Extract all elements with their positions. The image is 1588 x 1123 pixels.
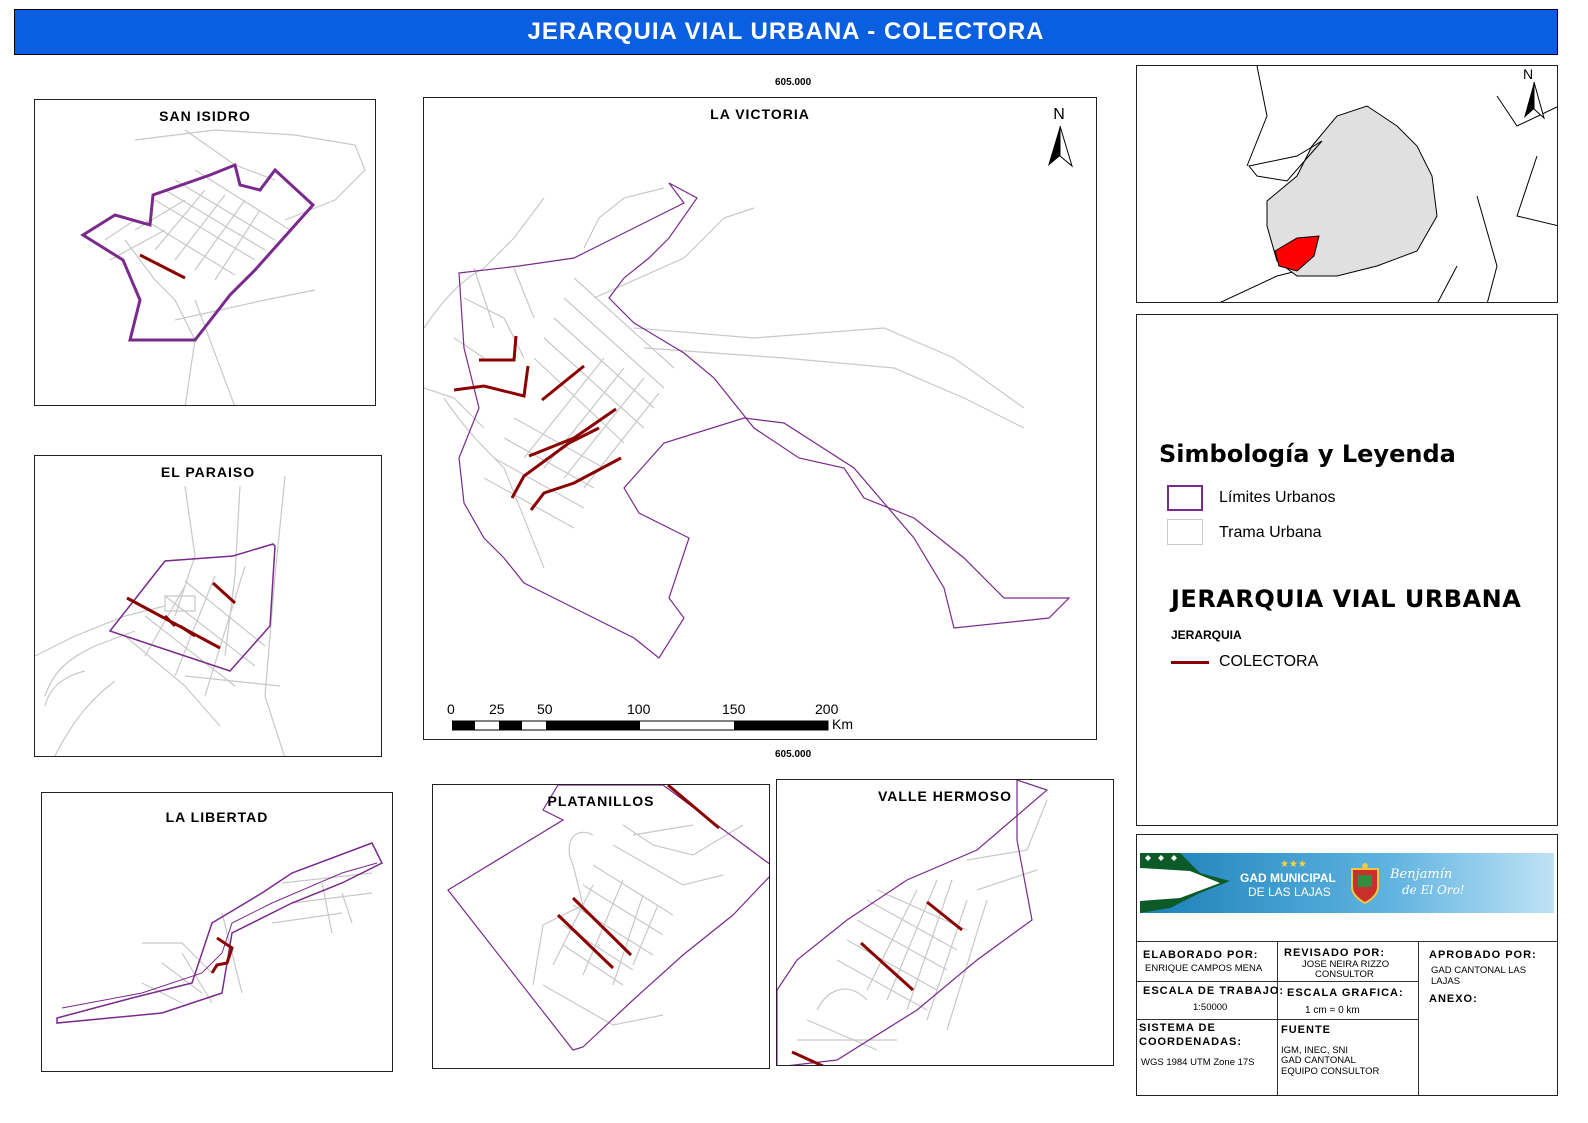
la-victoria-map	[424, 98, 1097, 740]
info-divider	[1137, 981, 1419, 982]
escala-grafica-value: 1 cm = 0 km	[1305, 1005, 1360, 1016]
scale-tick-25: 25	[489, 701, 505, 717]
panel-title-la-victoria: LA VICTORIA	[710, 106, 810, 122]
banner-org-line1: GAD MUNICIPAL	[1240, 871, 1336, 885]
sistema-label2: COORDENADAS:	[1139, 1036, 1243, 1048]
panel-la-victoria	[423, 97, 1097, 740]
sistema-value: WGS 1984 UTM Zone 17S	[1141, 1057, 1255, 1068]
scale-tick-150: 150	[722, 701, 746, 717]
revisado-value2: CONSULTOR	[1315, 969, 1374, 980]
legend-label-colectora: COLECTORA	[1219, 653, 1319, 670]
panel-title-la-libertad: LA LIBERTAD	[165, 809, 269, 825]
scale-tick-100: 100	[627, 701, 651, 717]
panel-title-platanillos: PLATANILLOS	[547, 793, 655, 809]
coordinate-bottom: 605.000	[775, 749, 812, 760]
escala-trabajo-label: ESCALA DE TRABAJO:	[1143, 985, 1285, 997]
scale-tick-50: 50	[537, 701, 553, 717]
banner-slogan-line1: Benjamín	[1390, 867, 1453, 882]
legend-panel	[1136, 314, 1558, 826]
info-divider	[1137, 941, 1558, 942]
fuente-label: FUENTE	[1281, 1024, 1331, 1036]
scale-tick-200: 200	[815, 701, 839, 717]
limites-urbanos-swatch	[1167, 485, 1203, 511]
panel-title-san-isidro: SAN ISIDRO	[159, 108, 251, 124]
la-libertad-map	[42, 793, 393, 1072]
legend-heading: Simbología y Leyenda	[1159, 440, 1456, 468]
fuente-value1: IGM, INEC, SNI	[1281, 1045, 1349, 1056]
info-divider	[1418, 941, 1419, 1096]
north-label: N	[1053, 106, 1065, 123]
elaborado-label: ELABORADO POR:	[1143, 949, 1259, 961]
banner-stars: ★★★	[1280, 859, 1307, 870]
info-divider	[1277, 941, 1278, 1096]
revisado-label: REVISADO POR:	[1284, 947, 1386, 959]
scale-unit: Km	[832, 716, 853, 732]
panel-san-isidro	[34, 99, 376, 406]
title-block	[1136, 834, 1558, 1096]
location-overview-map	[1136, 65, 1558, 303]
escala-grafica-label: ESCALA GRAFICA:	[1287, 987, 1404, 999]
colectora-line-swatch	[1171, 661, 1209, 664]
overview-map-canvas	[1137, 66, 1558, 303]
valle-hermoso-map	[777, 780, 1114, 1066]
panel-title-el-paraiso: EL PARAISO	[160, 464, 256, 480]
overview-north-arrow-icon	[1523, 82, 1545, 120]
legend-label-limites: Límites Urbanos	[1219, 489, 1336, 506]
fuente-value3: EQUIPO CONSULTOR	[1281, 1066, 1380, 1077]
hierarchy-title: JERARQUIA VIAL URBANA	[1171, 585, 1522, 613]
fuente-value2: GAD CANTONAL	[1281, 1055, 1356, 1066]
panel-la-libertad	[41, 792, 393, 1072]
banner-slogan-line2: de El Oro!	[1402, 883, 1465, 897]
panel-platanillos	[432, 784, 770, 1069]
map-title: JERARQUIA VIAL URBANA - COLECTORA	[14, 9, 1558, 55]
platanillos-map	[433, 785, 770, 1069]
legend-label-trama: Trama Urbana	[1219, 524, 1322, 541]
coat-of-arms-icon	[1348, 861, 1382, 905]
aprobado-value: GAD CANTONAL LAS LAJAS	[1431, 965, 1527, 987]
overview-north-label: N	[1523, 66, 1534, 82]
sistema-label1: SISTEMA DE	[1139, 1022, 1216, 1034]
scale-tick-0: 0	[447, 701, 455, 717]
scale-bar	[452, 720, 832, 732]
anexo-label: ANEXO:	[1429, 993, 1478, 1005]
coordinate-top: 605.000	[775, 77, 812, 88]
info-divider	[1137, 1019, 1419, 1020]
gad-banner	[1140, 853, 1554, 913]
north-arrow-icon	[1046, 126, 1074, 168]
el-paraiso-map	[35, 456, 382, 757]
panel-el-paraiso	[34, 455, 382, 757]
panel-valle-hermoso	[776, 779, 1114, 1066]
panel-title-valle-hermoso: VALLE HERMOSO	[877, 788, 1013, 804]
flag-icon	[1140, 853, 1230, 913]
san-isidro-map	[35, 100, 376, 406]
elaborado-value: ENRIQUE CAMPOS MENA	[1145, 963, 1263, 974]
escala-trabajo-value: 1:50000	[1193, 1002, 1228, 1013]
hierarchy-subtitle: JERARQUIA	[1171, 628, 1242, 642]
banner-org-line2: DE LAS LAJAS	[1248, 885, 1331, 899]
revisado-value1: JOSE NEIRA RIZZO	[1302, 959, 1390, 970]
aprobado-label: APROBADO POR:	[1429, 949, 1537, 961]
trama-urbana-swatch	[1167, 519, 1203, 545]
